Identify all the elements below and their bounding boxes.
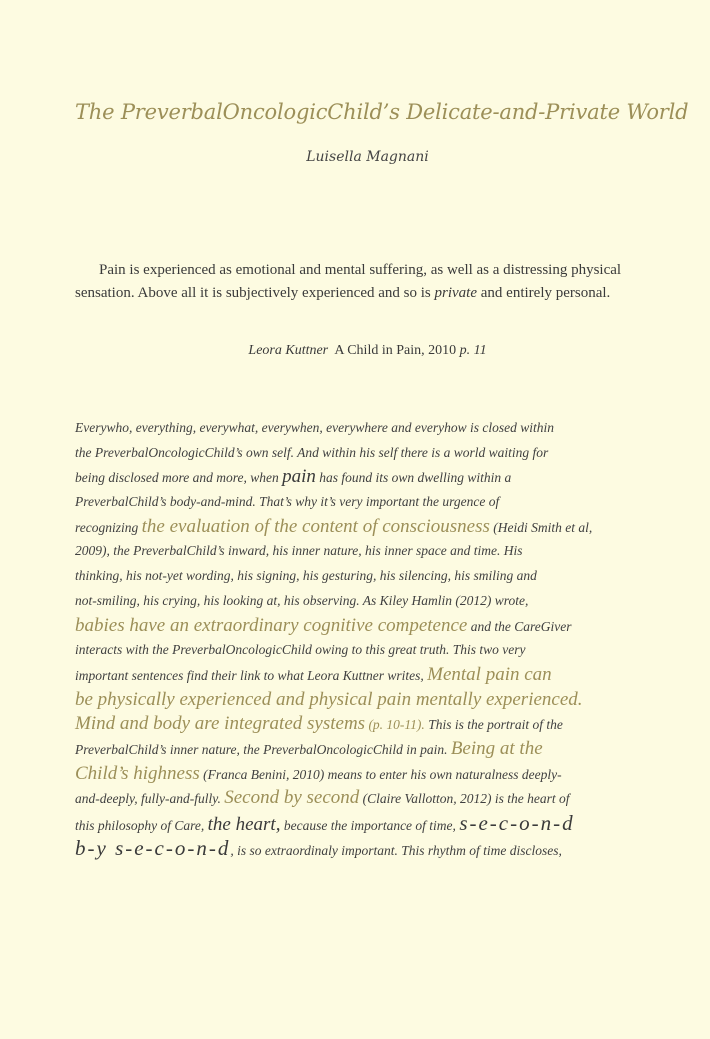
citation <box>75 343 660 359</box>
body-text: , is so extraordinaly important. This rhythm of time discloses, <box>230 842 562 858</box>
body-text: (Claire Vallotton, 2012) is the heart of <box>359 791 570 807</box>
epigraph-text-2: and entirely personal. <box>477 285 611 301</box>
spaced-word: b-y s-e-c-o-n-d <box>75 835 231 860</box>
body-line: PreverbalChild’s body-and-mind. That’s why it’s very important the urgence of <box>75 494 500 510</box>
highlight-line: be physically experienced and physical pain mentally experienced. <box>75 688 583 710</box>
body-paragraph <box>75 416 660 860</box>
epigraph-emphasis: private <box>434 285 478 301</box>
highlight-phrase: the evaluation of the content of consciousness <box>141 515 490 537</box>
body-text: recognizing <box>75 519 142 535</box>
body-line <box>75 515 660 540</box>
citation-year: 2010 <box>428 343 457 358</box>
body-line: interacts with the PreverbalOncologicChild owing to this great truth. This two very <box>75 642 526 658</box>
body-line <box>75 762 660 787</box>
body-text: being disclosed more and more, when <box>75 470 283 486</box>
body-line <box>75 786 660 811</box>
body-line: 2009), the PreverbalChild’s inward, his inner nature, his inner space and time. His <box>75 543 523 559</box>
epigraph-text-1: Pain is experienced as emotional and mental suffering, as well as a distressing physical sensation. Above all it is subjectively experienced and so is <box>75 262 622 301</box>
citation-work: A Child in Pain, <box>334 343 425 358</box>
body-text: and-deeply, fully-and-fully. <box>75 791 225 807</box>
body-text: This is the portrait of the <box>424 717 563 733</box>
body-text: important sentences find their link to what Leora Kuttner writes, <box>75 667 428 683</box>
body-line: Everywho, everything, everywhat, everywhen, everywhere and everyhow is closed within <box>75 420 554 435</box>
body-text: (Franca Benini, 2010) means to enter his own naturalness deeply- <box>199 766 562 782</box>
highlight-pain: pain <box>282 466 316 488</box>
highlight-phrase: Child’s highness <box>75 762 200 784</box>
body-text: (Heidi Smith et al, <box>489 519 593 535</box>
body-line <box>75 811 660 836</box>
highlight-phrase: Second by second <box>224 787 360 809</box>
highlight-phrase: Being at the <box>450 737 543 759</box>
body-line: the PreverbalOncologicChild’s own self. And within his self there is a world waiting for <box>75 444 549 460</box>
body-line <box>75 712 660 737</box>
body-text: and the CareGiver <box>467 618 572 634</box>
author-name: Luisella Magnani <box>306 149 429 165</box>
body-text: has found its own dwelling within a <box>315 470 512 486</box>
body-line <box>75 836 660 861</box>
highlight-phrase: the heart, <box>207 814 281 835</box>
citation-author: Leora Kuttner <box>248 343 329 358</box>
highlight-phrase: Mental pain can <box>427 663 552 685</box>
body-line <box>75 614 660 639</box>
body-line <box>75 663 660 688</box>
body-text: because the importance of time, <box>280 818 460 833</box>
body-text: PreverbalChild’s inner nature, the PreverbalOncologicChild in pain. <box>75 741 451 757</box>
body-line <box>75 737 660 762</box>
body-line: not-smiling, his crying, his looking at, his observing. As Kiley Hamlin (2012) wrote, <box>75 592 529 608</box>
highlight-phrase: babies have an extraordinary cognitive competence <box>75 614 468 636</box>
body-line: thinking, his not-yet wording, his signing, his gesturing, his silencing, his smiling and <box>75 568 537 584</box>
highlight-phrase: Mind and body are integrated systems <box>75 713 366 735</box>
citation-page: p. 11 <box>459 343 487 358</box>
page-reference: (p. 10-11). <box>365 717 425 733</box>
body-text: this philosophy of Care, <box>75 818 208 833</box>
epigraph <box>75 259 660 305</box>
spaced-word: s-e-c-o-n-d <box>459 811 575 835</box>
page-title: The PreverbalOncologicChild’s Delicate-and-Private World <box>75 100 689 124</box>
body-line <box>75 465 660 490</box>
